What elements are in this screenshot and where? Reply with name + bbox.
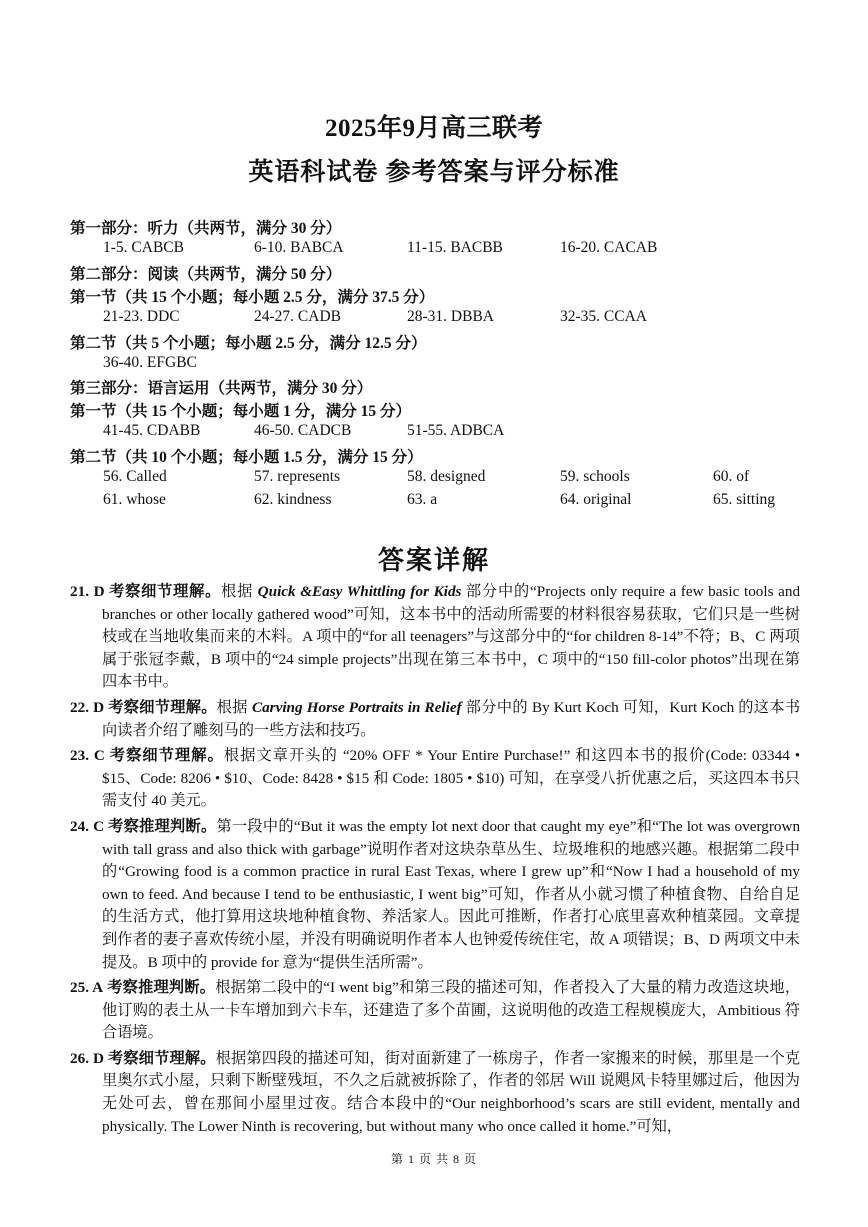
question-answer: 21. D — [70, 583, 105, 600]
answer-word: 56. Called — [103, 468, 167, 485]
part1-heading: 第一部分：听力（共两节，满分 30 分） — [70, 220, 342, 237]
part2-heading: 第二部分：阅读（共两节，满分 50 分） — [70, 266, 342, 283]
page-footer: 第 1 页 共 8 页 — [390, 1152, 477, 1166]
question-type: 考察推理判断。 — [108, 817, 217, 835]
answer-group: 24-27. CADB — [254, 308, 341, 325]
answer-word: 61. whose — [103, 491, 166, 508]
question-answer: 26. D — [70, 1049, 104, 1067]
question-answer: 25. A — [70, 979, 104, 997]
answer-group: 11-15. BACBB — [407, 239, 503, 256]
answer-word: 64. original — [560, 491, 632, 508]
answer-word: 59. schools — [560, 468, 630, 485]
answer-group: 36-40. EFGBC — [103, 354, 197, 371]
explanations — [70, 581, 800, 1138]
answer-word: 57. represents — [254, 468, 341, 485]
book-title: Carving Horse Portraits in Relief — [251, 698, 462, 716]
explanation-q22 — [70, 697, 800, 742]
answer-word: 65. sitting — [713, 491, 776, 508]
book-title: Quick &Easy Whittling for Kids — [257, 583, 462, 600]
exam-subtitle: 英语科试卷 参考答案与评分标准 — [248, 159, 620, 186]
answer-group: 51-55. ADBCA — [407, 422, 505, 439]
question-type: 考察细节理解。 — [108, 698, 217, 716]
part3-section1-heading: 第一节（共 15 个小题；每小题 1 分，满分 15 分） — [70, 403, 412, 420]
exam-title: 2025年9月高三联考 — [324, 115, 543, 142]
answer-group: 28-31. DBBA — [407, 308, 494, 325]
question-type: 考察细节理解。 — [109, 583, 222, 600]
answer-group: 1-5. CABCB — [103, 239, 184, 256]
answer-group: 6-10. BABCA — [254, 239, 344, 256]
explanation-q26 — [70, 1048, 800, 1138]
explanation-text: 部分中的 By Kurt Koch 可知，Kurt Koch 的这本书向读者介绍了雕刻马的一些方法和技巧。 — [102, 698, 801, 739]
part3-section2-heading: 第二节（共 10 个小题；每小题 1.5 分，满分 15 分） — [70, 449, 423, 466]
explanation-text: 根据文章开头的 “20% OFF * Your Entire Purchase!” 和这四本书的报价(Code: 03344 • $15、Code: 8206 • $10、Code: 8428 • $15 和 Code: 1805 • $10) 可知，在享受八折优惠之后，买这四本书只需支付 40 美元。 — [102, 747, 801, 810]
answer-group: 21-23. DDC — [103, 308, 180, 325]
answer-word: 58. designed — [407, 468, 486, 485]
explanation-q23 — [70, 745, 800, 813]
answer-group: 32-35. CCAA — [560, 308, 647, 325]
explanation-text: 根据 — [216, 698, 252, 716]
question-type: 考察细节理解。 — [107, 1049, 216, 1067]
part2-section2-heading: 第二节（共 5 个小题；每小题 2.5 分，满分 12.5 分） — [70, 335, 427, 352]
explanation-text: 根据第二段中的“I went big”和第三段的描述可知，作者投入了大量的精力改造这块地，他订购的表土从一卡车增加到六卡车，还建造了多个苗圃，这说明他的改造工程规模庞大，Ambitious 符合语境。 — [102, 979, 801, 1042]
answer-group: 16-20. CACAB — [560, 239, 658, 256]
explanation-q25 — [70, 977, 800, 1045]
explanation-text: 部分中的“Projects only require a few basic tools and branches or other locally gathered wood”可知，这本书中的活动所需要的材料很容易获取，它们只是一些树枝或在当地收集而来的木料。A 项中的“for all teenagers”与这部分中的“for children 8-14”不符；B、C 两项属于张冠李戴，B 项中的“24 simple projects”出现在第三本书中，C 项中的“150 fill-color photos”出现在第四本书中。 — [102, 583, 801, 691]
explanation-q24 — [70, 816, 800, 974]
question-answer: 22. D — [70, 698, 105, 716]
explanation-text: 根据 — [221, 583, 258, 600]
explanation-text: 根据第四段的描述可知，街对面新建了一栋房子，作者一家搬来的时候，那里是一个克里奥尔式小屋，只剩下断壁残垣，不久之后就被拆除了，作者的邻居 Will 说飓风卡特里娜过后，他因为无处可去，曾在那间小屋里过夜。结合本段中的“Our neighborhood’s scars are still evident, mentally and physically. The Lower Ninth is recovering, but without many who once called it home.”可知， — [102, 1049, 801, 1135]
explanation-q21 — [70, 581, 800, 694]
question-answer: 23. C — [70, 747, 105, 765]
question-answer: 24. C — [70, 817, 105, 835]
part2-section1-heading: 第一节（共 15 个小题；每小题 2.5 分，满分 37.5 分） — [70, 289, 435, 306]
question-type: 考察推理判断。 — [107, 979, 216, 997]
answer-word: 62. kindness — [254, 491, 332, 508]
part3-heading: 第三部分：语言运用（共两节，满分 30 分） — [70, 380, 373, 397]
explanation-text: 第一段中的“But it was the empty lot next door that caught my eye”和“The lot was overgrown with tall grass and also thick with garbage”说明作者对这块杂草丛生、垃圾堆积的地感兴趣。根据第二段中的“Growing food is a common practice in rural East Texas, where I grew up”和“Now I had a household of my own to feed. And because I tend to be enthusiastic, I went big”可知，作者从小就习惯了种植食物、自给自足的生活方式，他打算用这块地种植食物、养活家人。因此可推断，作者打心底里喜欢种植菜园。文章提到作者的妻子喜欢传统小屋，并没有明确说明作者本人也钟爱传统住宅，故 A 项错误；B、D 两项文中未提及。B 项中的 provide for 意为“提供生活所需”。 — [102, 817, 801, 971]
question-type: 考察细节理解。 — [109, 747, 224, 765]
answer-group: 41-45. CDABB — [103, 422, 201, 439]
answer-word: 60. of — [713, 468, 750, 485]
answer-group: 46-50. CADCB — [254, 422, 352, 439]
answer-word: 63. a — [407, 491, 438, 508]
details-heading: 答案详解 — [377, 546, 490, 575]
